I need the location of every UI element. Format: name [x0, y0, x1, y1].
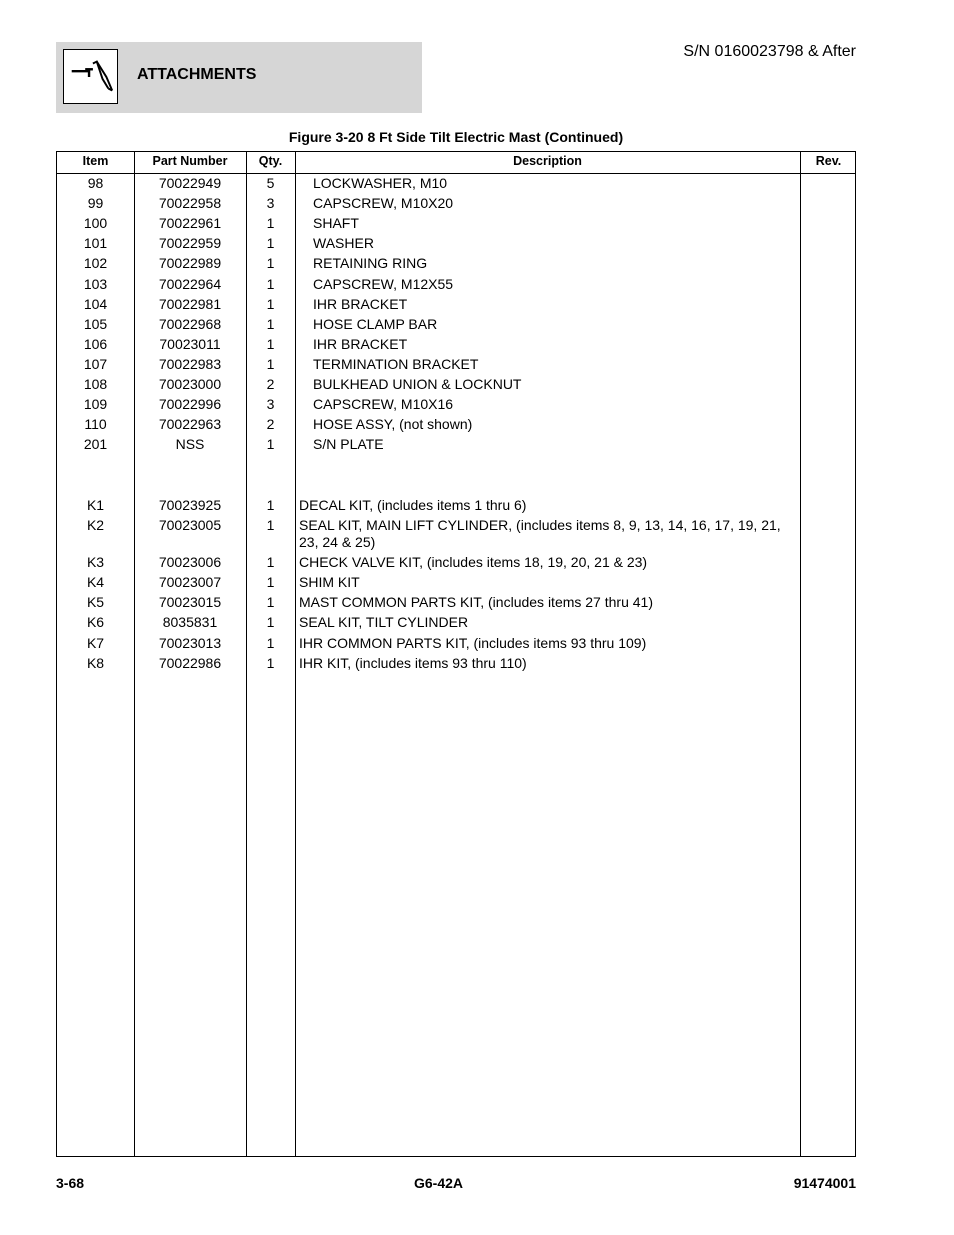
item-number: K8 [86, 655, 105, 671]
part-number: 70023015 [158, 594, 222, 610]
item-number: K1 [86, 497, 105, 513]
quantity: 1 [266, 255, 275, 272]
quantity: 1 [266, 235, 275, 252]
item-number: 103 [83, 275, 108, 292]
quantity: 1 [266, 275, 275, 292]
description: IHR COMMON PARTS KIT, (includes items 93 thru 109) [299, 635, 647, 651]
item-number: 100 [83, 215, 108, 232]
attachment-hook-icon [63, 49, 118, 104]
quantity: 1 [266, 295, 275, 312]
part-number: 70022983 [158, 355, 222, 372]
serial-range: S/N 0160023798 & After [683, 43, 856, 60]
item-number: 201 [83, 436, 108, 453]
part-number: 70023007 [158, 574, 222, 590]
part-number: 70022958 [158, 195, 222, 212]
description: IHR BRACKET [313, 335, 408, 352]
item-number: K5 [86, 594, 105, 610]
description: HOSE ASSY, (not shown) [313, 416, 473, 433]
quantity: 1 [266, 614, 275, 630]
description: CAPSCREW, M10X16 [313, 396, 454, 413]
item-number: 101 [83, 235, 108, 252]
quantity: 3 [266, 396, 275, 413]
item-number: K2 [86, 517, 105, 533]
column-header-qty: Qty. [258, 154, 283, 168]
quantity: 1 [266, 517, 275, 533]
column-header-description: Description [513, 154, 582, 168]
description: SHIM KIT [299, 574, 360, 590]
part-number: 70023013 [158, 635, 222, 651]
description: CHECK VALVE KIT, (includes items 18, 19, 20, 21 & 23) [299, 554, 648, 570]
description: DECAL KIT, (includes items 1 thru 6) [299, 497, 527, 513]
part-number: 70022959 [158, 235, 222, 252]
description: CAPSCREW, M10X20 [313, 195, 454, 212]
page-number: 3-68 [56, 1175, 85, 1191]
quantity: 1 [266, 315, 275, 332]
item-number: 105 [83, 315, 108, 332]
part-number: 8035831 [162, 614, 218, 630]
part-number: 70022986 [158, 655, 222, 671]
description: SHAFT [313, 215, 359, 232]
section-title: ATTACHMENTS [137, 66, 257, 83]
quantity: 2 [266, 376, 275, 392]
quantity: 3 [266, 195, 275, 212]
quantity: 1 [266, 594, 275, 610]
part-number: 70023925 [158, 497, 222, 513]
description: LOCKWASHER, M10 [313, 175, 448, 191]
item-number: 99 [87, 195, 104, 212]
part-number: 70022949 [158, 175, 222, 191]
part-number: 70023006 [158, 554, 222, 570]
quantity: 1 [266, 215, 275, 232]
item-number: 98 [87, 175, 104, 191]
quantity: 1 [266, 436, 275, 453]
part-number: 70023000 [158, 376, 222, 392]
parts-table [56, 151, 856, 1157]
quantity: 1 [266, 574, 275, 590]
description: IHR BRACKET [313, 295, 408, 312]
description: IHR KIT, (includes items 93 thru 110) [299, 655, 527, 671]
item-number: 106 [83, 335, 108, 352]
quantity: 1 [266, 655, 275, 671]
quantity: 1 [266, 635, 275, 651]
description: SEAL KIT, TILT CYLINDER [299, 614, 469, 630]
model-number: G6-42A [414, 1175, 464, 1191]
header-banner [56, 42, 422, 113]
item-number: K4 [86, 574, 105, 590]
item-number: 109 [83, 396, 108, 413]
description: HOSE CLAMP BAR [313, 315, 438, 332]
item-number: K3 [86, 554, 105, 570]
item-number: K6 [86, 614, 105, 630]
column-header-part-number: Part Number [152, 154, 228, 168]
quantity: 2 [266, 416, 275, 433]
description: RETAINING RING [313, 255, 428, 272]
description: WASHER [313, 235, 374, 252]
item-number: 108 [83, 376, 108, 392]
part-number: 70022981 [158, 295, 222, 312]
part-number: 70023005 [158, 517, 222, 533]
document-number: 91474001 [793, 1175, 856, 1191]
figure-title: Figure 3-20 8 Ft Side Tilt Electric Mast (Continued) [288, 129, 624, 145]
description: CAPSCREW, M12X55 [313, 275, 454, 292]
quantity: 1 [266, 497, 275, 513]
item-number: 102 [83, 255, 108, 272]
item-number: 110 [84, 416, 107, 433]
description: S/N PLATE [313, 436, 384, 453]
part-number: 70022968 [158, 315, 222, 332]
item-number: 107 [83, 355, 108, 372]
item-number: 104 [83, 295, 108, 312]
part-number: 70022961 [158, 215, 222, 232]
part-number: 70022996 [158, 396, 222, 413]
part-number: 70023011 [159, 335, 221, 352]
item-number: K7 [86, 635, 105, 651]
column-header-item: Item [82, 154, 109, 168]
quantity: 1 [266, 355, 275, 372]
quantity: 1 [266, 335, 275, 352]
description: TERMINATION BRACKET [313, 355, 479, 372]
part-number: 70022963 [158, 416, 222, 433]
quantity: 1 [266, 554, 275, 570]
part-number: 70022989 [158, 255, 222, 272]
part-number: NSS [175, 436, 205, 453]
description: BULKHEAD UNION & LOCKNUT [313, 376, 522, 392]
column-header-rev: Rev. [815, 154, 842, 168]
description: MAST COMMON PARTS KIT, (includes items 27 thru 41) [299, 594, 653, 610]
quantity: 5 [266, 175, 275, 191]
part-number: 70022964 [158, 275, 222, 292]
description: SEAL KIT, MAIN LIFT CYLINDER, (includes items 8, 9, 13, 14, 16, 17, 19, 21, 23, 24 & 25) [299, 517, 781, 550]
